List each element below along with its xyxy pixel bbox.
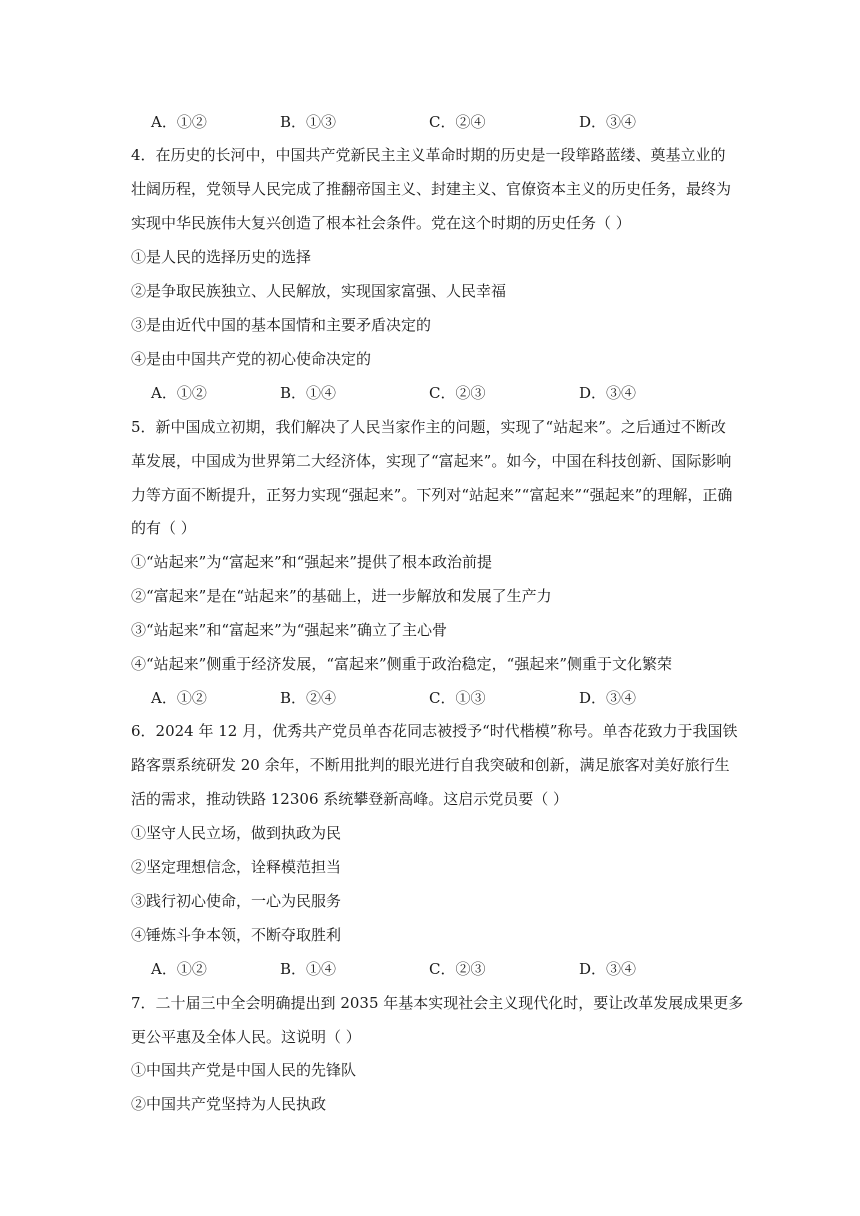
q7-item-2: ②中国共产党坚持为人民执政 [131,1095,327,1113]
q3-options [151,112,711,132]
q4-stem-line-3: 实现中华民族伟大复兴创造了根本社会条件。党在这个时期的历史任务（ ） [131,214,631,232]
q6-item-4: ④锤炼斗争本领，不断夺取胜利 [131,926,342,944]
q5-stem-line-1: 5．新中国成立初期，我们解决了人民当家作主的问题，实现了“站起来”。之后通过不断改 [131,418,726,436]
q4-option-d: D．③④ [579,384,637,402]
q4-option-c: C．②③ [429,384,486,402]
q5-stem-line-2: 革发展，中国成为世界第二大经济体，实现了“富起来”。如今，中国在科技创新、国际影响 [131,452,732,470]
q5-option-b: B．②④ [280,689,337,707]
q6-item-1: ①坚守人民立场，做到执政为民 [131,824,342,842]
q5-option-d: D．③④ [579,689,637,707]
q5-stem-line-4: 的有（ ） [131,519,196,537]
q7-stem-line-2: 更公平惠及全体人民。这说明（ ） [131,1028,361,1046]
q5-stem-line-3: 力等方面不断提升，正努力实现“强起来”。下列对“站起来”“富起来”“强起来”的理解，正确 [131,486,733,504]
q6-item-3: ③践行初心使命，一心为民服务 [131,892,342,910]
q5-option-a: A．①② [151,689,207,707]
q6-stem-line-3: 活的需求，推动铁路 12306 系统攀登新高峰。这启示党员要（ ） [131,790,569,808]
q3-option-b: B．①③ [280,113,337,131]
q5-item-3: ③“站起来”和“富起来”为“强起来”确立了主心骨 [131,621,448,639]
q4-stem-line-2: 壮阔历程，党领导人民完成了推翻帝国主义、封建主义、官僚资本主义的历史任务，最终为 [131,180,732,198]
q5-item-2: ②“富起来”是在“站起来”的基础上，进一步解放和发展了生产力 [131,587,552,605]
q7-stem-line-1: 7．二十届三中全会明确提出到 2035 年基本实现社会主义现代化时，要让改革发展成果更多 [131,994,744,1012]
q6-stem-line-1: 6．2024 年 12 月，优秀共产党员单杏花同志被授予“时代楷模”称号。单杏花致力于我国铁 [131,722,738,740]
q6-item-2: ②坚定理想信念，诠释模范担当 [131,858,342,876]
q3-option-d: D．③④ [579,113,637,131]
q7-item-1: ①中国共产党是中国人民的先锋队 [131,1061,357,1079]
q4-option-b: B．①④ [280,384,337,402]
q5-item-1: ①“站起来”为“富起来”和“强起来”提供了根本政治前提 [131,553,493,571]
q6-option-d: D．③④ [579,960,637,978]
q5-options [151,688,711,708]
q6-stem-line-2: 路客票系统研发 20 余年，不断用批判的眼光进行自我突破和创新，满足旅客对美好旅行生 [131,756,730,774]
q6-option-b: B．①④ [280,960,337,978]
q4-item-3: ③是由近代中国的基本国情和主要矛盾决定的 [131,316,432,334]
q4-item-4: ④是由中国共产党的初心使命决定的 [131,350,372,368]
q4-options [151,383,711,403]
q4-stem-line-1: 4．在历史的长河中，中国共产党新民主主义革命时期的历史是一段筚路蓝缕、奠基立业的 [131,146,726,164]
q4-item-2: ②是争取民族独立、人民解放，实现国家富强、人民幸福 [131,282,507,300]
q4-option-a: A．①② [151,384,207,402]
q4-item-1: ①是人民的选择历史的选择 [131,248,312,266]
q3-option-a: A．①② [151,113,207,131]
q6-option-c: C．②③ [429,960,486,978]
q3-option-c: C．②④ [429,113,486,131]
q6-option-a: A．①② [151,960,207,978]
q5-item-4: ④“站起来”侧重于经济发展，“富起来”侧重于政治稳定，“强起来”侧重于文化繁荣 [131,655,673,673]
q5-option-c: C．①③ [429,689,486,707]
q6-options [151,959,711,979]
